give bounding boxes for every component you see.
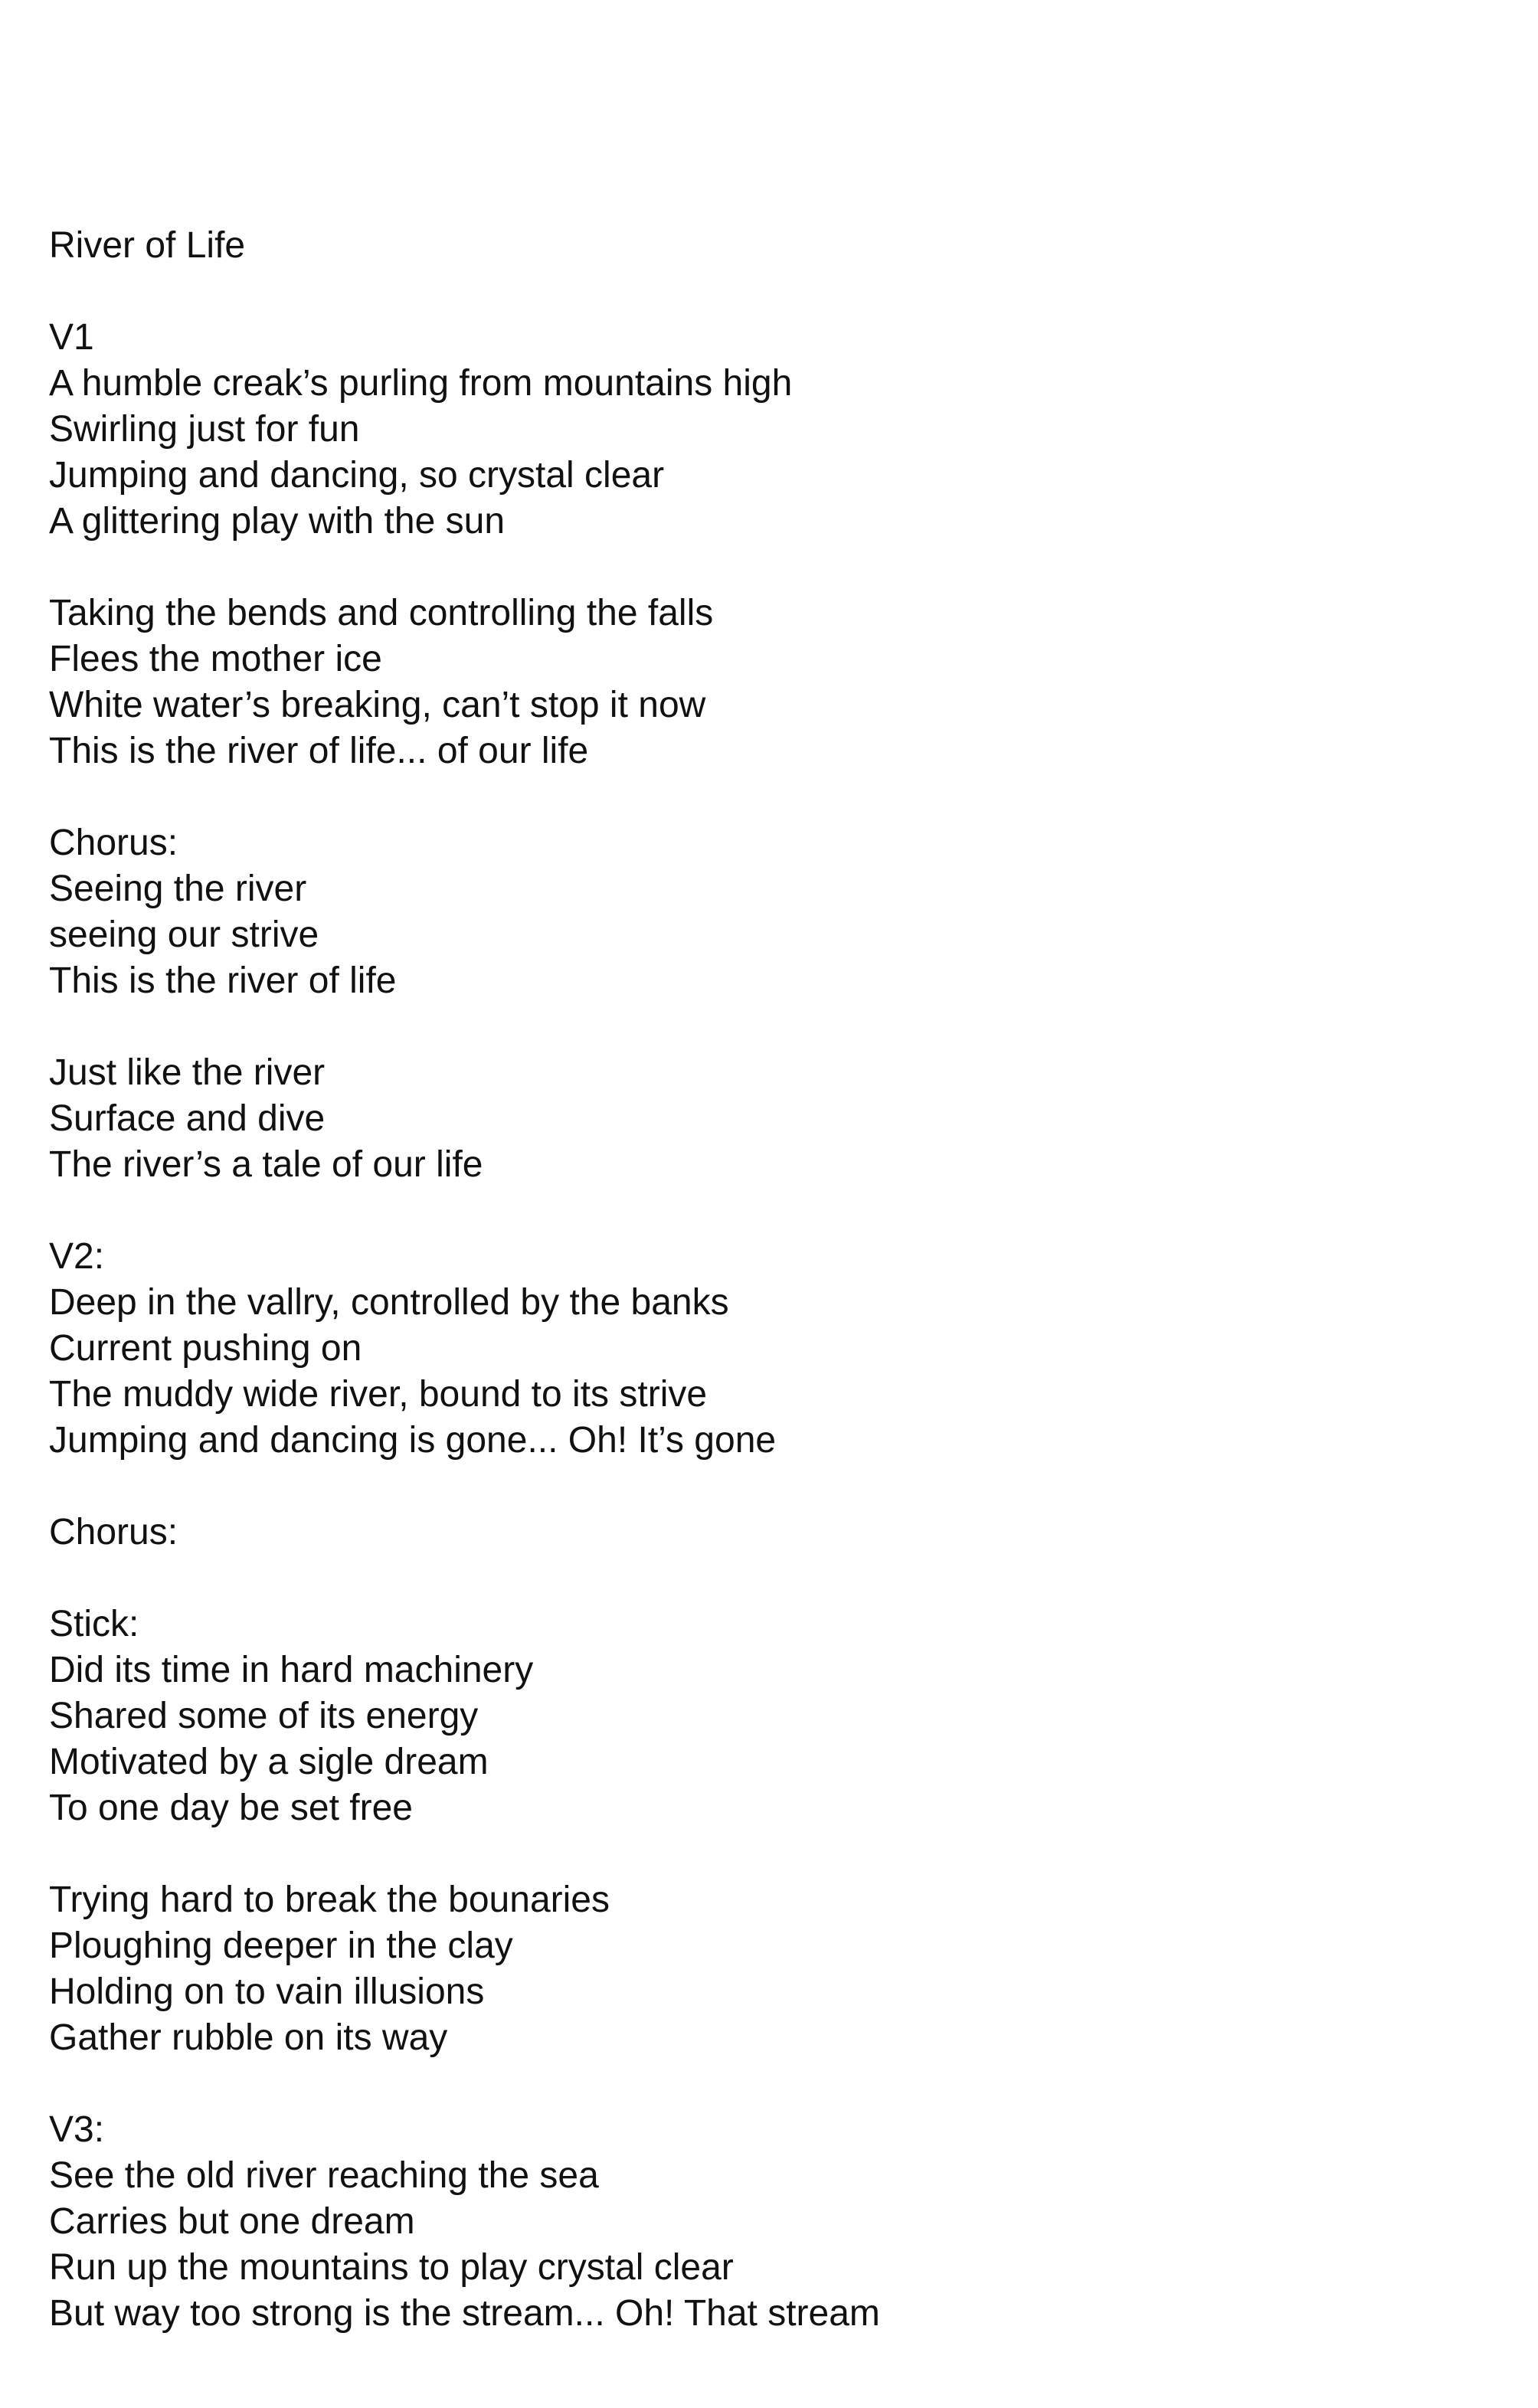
section-heading-v3: V3:	[49, 2109, 105, 2150]
blank-line	[49, 1831, 1489, 1877]
lyric-line: The muddy wide river, bound to its strive	[49, 1374, 708, 1415]
song-title: River of Life	[49, 225, 246, 266]
lyric-line: seeing our strive	[49, 914, 319, 955]
section-heading-v1: V1	[49, 317, 94, 358]
lyric-line: See the old river reaching the sea	[49, 2155, 599, 2196]
lyric-line: Taking the bends and controlling the falls	[49, 593, 714, 633]
lyric-line: This is the river of life... of our life	[49, 731, 589, 771]
lyric-line: Flees the mother ice	[49, 639, 382, 679]
blank-line	[49, 1004, 1489, 1050]
lyric-line: Shared some of its energy	[49, 1696, 479, 1736]
lyric-line: Jumping and dancing, so crystal clear	[49, 455, 665, 496]
lyric-line: Surface and dive	[49, 1098, 326, 1139]
lyric-line: Did its time in hard machinery	[49, 1650, 534, 1690]
lyric-line: White water’s breaking, can’t stop it now	[49, 685, 706, 725]
blank-line	[49, 1464, 1489, 1510]
lyric-line: A glittering play with the sun	[49, 501, 506, 541]
lyric-line: Just like the river	[49, 1052, 326, 1093]
lyric-line: Run up the mountains to play crystal clear	[49, 2247, 734, 2288]
section-heading-chorus-repeat: Chorus:	[49, 1512, 178, 1552]
lyric-line: But way too strong is the stream... Oh! That stream	[49, 2293, 880, 2334]
lyric-line: Gather rubble on its way	[49, 2017, 448, 2058]
section-heading-stick: Stick:	[49, 1604, 139, 1644]
lyric-line: Holding on to vain illusions	[49, 1971, 485, 2012]
lyric-line: Trying hard to break the bounaries	[49, 1880, 610, 1920]
lyric-line: Carries but one dream	[49, 2201, 415, 2242]
section-heading-v2: V2:	[49, 1236, 105, 1277]
section-heading-chorus: Chorus:	[49, 823, 178, 863]
blank-line	[49, 545, 1489, 591]
blank-line	[49, 2061, 1489, 2107]
blank-line	[49, 1188, 1489, 1234]
lyrics-document	[49, 223, 1489, 2337]
lyric-line: A humble creak’s purling from mountains high	[49, 363, 793, 404]
blank-line	[49, 1556, 1489, 1602]
lyric-line: Swirling just for fun	[49, 409, 360, 450]
lyric-line: Jumping and dancing is gone... Oh! It’s gone	[49, 1420, 777, 1461]
lyric-line: This is the river of life	[49, 960, 397, 1001]
lyric-line: Deep in the vallry, controlled by the banks	[49, 1282, 729, 1323]
lyric-line: The river’s a tale of our life	[49, 1144, 483, 1185]
blank-line	[49, 269, 1489, 315]
blank-line	[49, 774, 1489, 820]
lyric-line: Ploughing deeper in the clay	[49, 1925, 513, 1966]
lyric-line: Motivated by a sigle dream	[49, 1742, 489, 1782]
lyric-line: To one day be set free	[49, 1788, 413, 1828]
lyric-line: Seeing the river	[49, 869, 307, 909]
lyric-line: Current pushing on	[49, 1328, 362, 1369]
